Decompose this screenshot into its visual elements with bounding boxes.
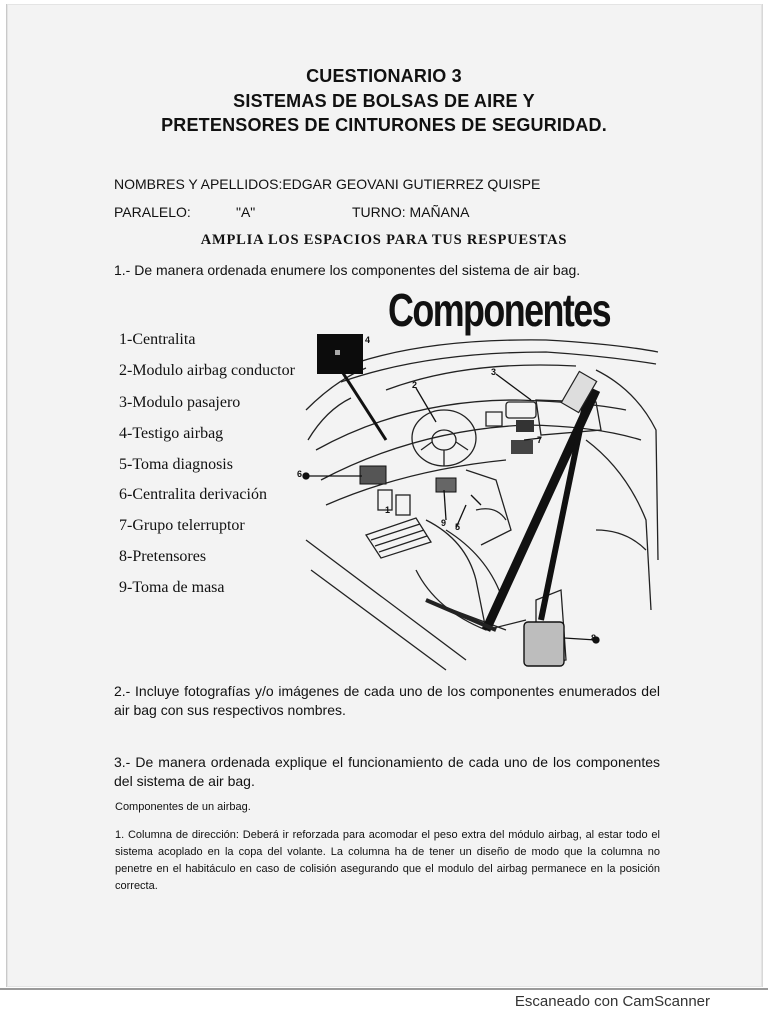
callout-4: 4 <box>365 335 371 345</box>
component-item-6: 6-Centralita derivación <box>119 486 267 503</box>
callout-2: 2 <box>412 380 418 390</box>
callout-5: 5 <box>455 522 461 532</box>
camscanner-watermark: Escaneado con CamScanner <box>514 993 710 1010</box>
answer-item-1: 1. Columna de dirección: Deberá ir reforzada para acomodar el peso extra del módulo airbag, al estar todo el sistema acoplado en la copa del volante. La columna ha de tener un diseño de modo que la columna no penetre en el habitáculo en caso de colisión asegurando que el modulo del airbag permanece en la posición correcta. <box>115 829 660 892</box>
callout-3: 3 <box>491 367 497 377</box>
figure-heading: Componentes <box>388 284 611 336</box>
paralelo-label: PARALELO: <box>114 204 191 220</box>
callout-7: 7 <box>537 435 543 445</box>
title-line-3: PRETENSORES DE CINTURONES DE SEGURIDAD. <box>161 115 607 135</box>
callout-8: 8 <box>591 633 597 643</box>
title-line-2: SISTEMAS DE BOLSAS DE AIRE Y <box>233 91 535 111</box>
component-item-4: 4-Testigo airbag <box>119 425 224 442</box>
car-interior-illustration <box>296 330 660 675</box>
paralelo-value: "A" <box>236 204 256 220</box>
question-2: 2.- Incluye fotografías y/o imágenes de cada uno de los componentes enumerados del air bag con sus respectivos nombres. <box>114 683 660 718</box>
testigo-airbag-icon <box>317 334 363 374</box>
question-1: 1.- De manera ordenada enumere los componentes del sistema de air bag. <box>114 262 581 278</box>
component-item-8: 8-Pretensores <box>119 548 207 565</box>
callout-1: 1 <box>385 505 391 515</box>
student-name: NOMBRES Y APELLIDOS:EDGAR GEOVANI GUTIERREZ QUISPE <box>114 176 541 192</box>
component-item-1: 1-Centralita <box>119 331 196 348</box>
component-item-3: 3-Modulo pasajero <box>119 394 241 411</box>
page-edge-divider <box>0 988 768 990</box>
title-line-1: CUESTIONARIO 3 <box>306 66 462 86</box>
answer-heading: Componentes de un airbag. <box>115 801 251 813</box>
question-3: 3.- De manera ordenada explique el funcionamiento de cada uno de los componentes del sistema de air bag. <box>114 754 660 789</box>
component-item-7: 7-Grupo telerruptor <box>119 517 245 534</box>
instruction: AMPLIA LOS ESPACIOS PARA TUS RESPUESTAS <box>200 232 568 248</box>
callout-6: 6 <box>297 469 303 479</box>
component-item-2: 2-Modulo airbag conductor <box>119 362 295 379</box>
component-item-5: 5-Toma diagnosis <box>119 456 233 473</box>
callout-9: 9 <box>441 518 447 528</box>
component-item-9: 9-Toma de masa <box>119 579 225 596</box>
turno: TURNO: MAÑANA <box>352 204 470 220</box>
